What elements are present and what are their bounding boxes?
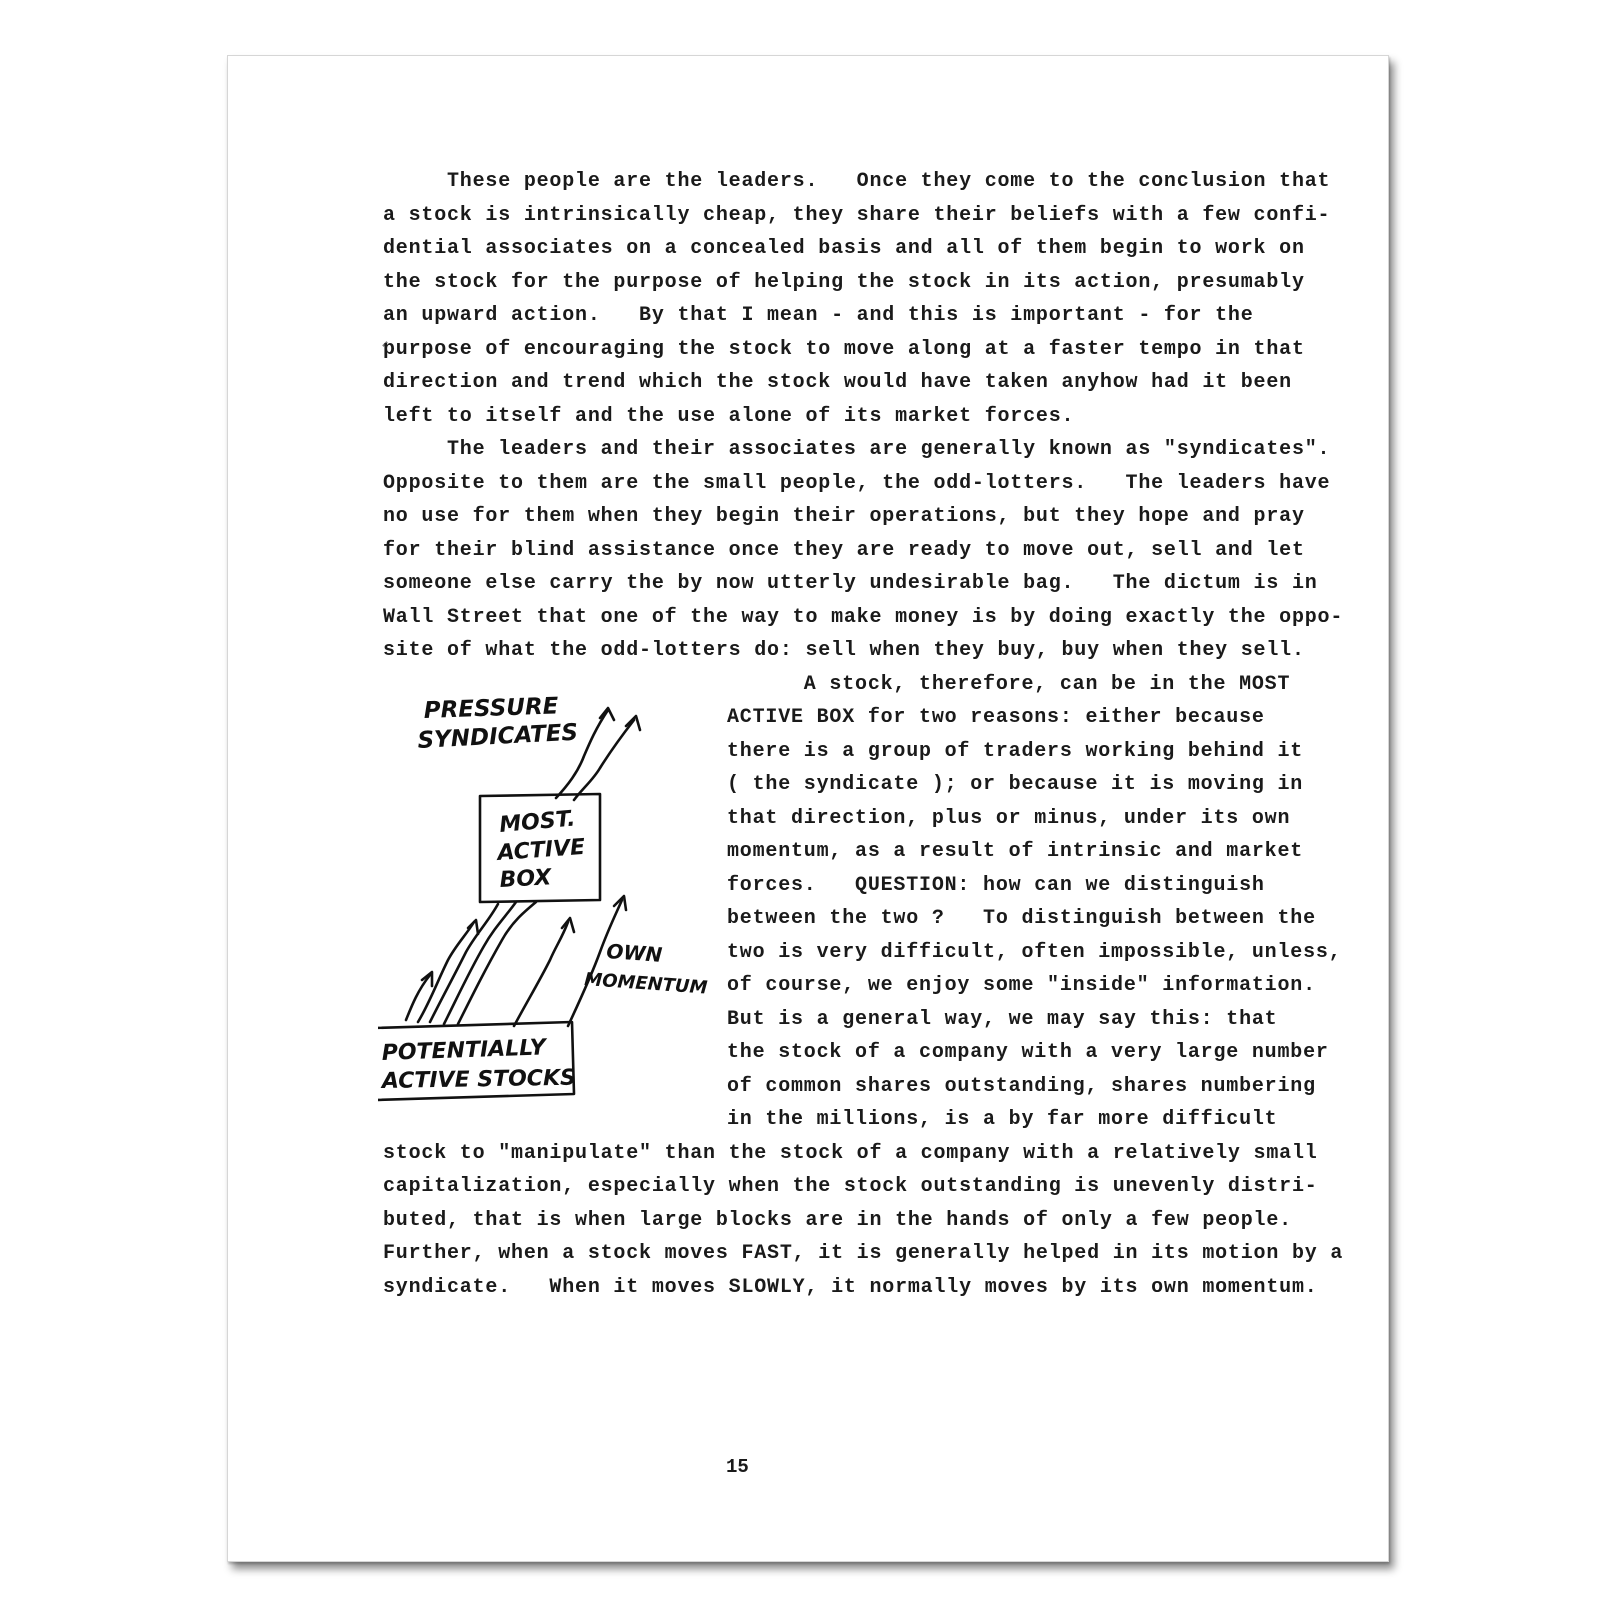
text-line: site of what the odd-lotters do: sell when they buy, buy when they sell. — [383, 639, 1305, 662]
most-active-label-line1: MOST. — [498, 806, 577, 838]
text-line: an upward action. By that I mean - and this is important - for the — [383, 304, 1254, 327]
most-active-box — [480, 794, 600, 902]
text-line: A stock, therefore, can be in the MOST — [727, 673, 1291, 696]
text-line: a stock is intrinsically cheap, they share their beliefs with a few confi- — [383, 204, 1331, 227]
text-line: forces. QUESTION: how can we distinguish — [727, 874, 1265, 897]
text-line: syndicate. When it moves SLOWLY, it normally moves by its own momentum. — [383, 1276, 1318, 1299]
rising-arrows — [406, 896, 626, 1026]
text-line: of common shares outstanding, shares numbering — [727, 1075, 1316, 1098]
text-line: Wall Street that one of the way to make money is by doing exactly the oppo- — [383, 606, 1344, 629]
text-line: These people are the leaders. Once they come to the conclusion that — [383, 170, 1331, 193]
text-line: The leaders and their associates are generally known as "syndicates". — [383, 438, 1331, 461]
text-line: for their blind assistance once they are ready to move out, sell and let — [383, 539, 1305, 562]
text-line: Opposite to them are the small people, the odd-lotters. The leaders have — [383, 472, 1331, 495]
text-line: momentum, as a result of intrinsic and market — [727, 840, 1304, 863]
pressure-label-line2: SYNDICATES — [416, 719, 579, 754]
text-line: ACTIVE BOX for two reasons: either because — [727, 706, 1265, 729]
text-line: there is a group of traders working behind it — [727, 740, 1304, 763]
potentially-active-box — [378, 1022, 576, 1100]
text-line: stock to "manipulate" than the stock of a company with a relatively small — [383, 1142, 1318, 1165]
most-active-label-line3: BOX — [499, 865, 552, 893]
potentially-active-label-line2: ACTIVE STOCKS — [381, 1065, 577, 1094]
momentum-label-line1: OWN — [605, 939, 664, 967]
text-line: dential associates on a concealed basis and all of them begin to work on — [383, 237, 1305, 260]
text-line: purpose of encouraging the stock to move along at a faster tempo in that — [383, 338, 1305, 361]
text-line: of course, we enjoy some "inside" information. — [727, 974, 1316, 997]
most-active-label-line2: ACTIVE — [496, 834, 586, 866]
text-line: the stock for the purpose of helping the stock in its action, presumably — [383, 271, 1305, 294]
text-line: direction and trend which the stock would have taken anyhow had it been — [383, 371, 1292, 394]
text-line: no use for them when they begin their operations, but they hope and pray — [383, 505, 1305, 528]
text-line: two is very difficult, often impossible, unless, — [727, 941, 1342, 964]
page-number: 15 — [726, 1456, 749, 1478]
text-line: left to itself and the use alone of its market forces. — [383, 405, 1075, 428]
text-line: in the millions, is a by far more difficult — [727, 1108, 1278, 1131]
text-line: But is a general way, we may say this: that — [727, 1008, 1278, 1031]
hand-drawn-diagram — [378, 690, 708, 1140]
text-line: ( the syndicate ); or because it is moving in — [727, 773, 1304, 796]
text-line: that direction, plus or minus, under its own — [727, 807, 1291, 830]
text-line: someone else carry the by now utterly undesirable bag. The dictum is in — [383, 572, 1318, 595]
text-line: between the two ? To distinguish between the — [727, 907, 1316, 930]
momentum-label-line2: MOMENTUM — [583, 969, 708, 999]
text-line: the stock of a company with a very large number — [727, 1041, 1329, 1064]
text-line: buted, that is when large blocks are in the hands of only a few people. — [383, 1209, 1292, 1232]
text-line: Further, when a stock moves FAST, it is generally helped in its motion by a — [383, 1242, 1344, 1265]
potentially-active-label-line1: POTENTIALLY — [381, 1035, 547, 1066]
pressure-label-line1: PRESSURE — [423, 693, 559, 724]
text-line: capitalization, especially when the stock outstanding is unevenly distri- — [383, 1175, 1318, 1198]
